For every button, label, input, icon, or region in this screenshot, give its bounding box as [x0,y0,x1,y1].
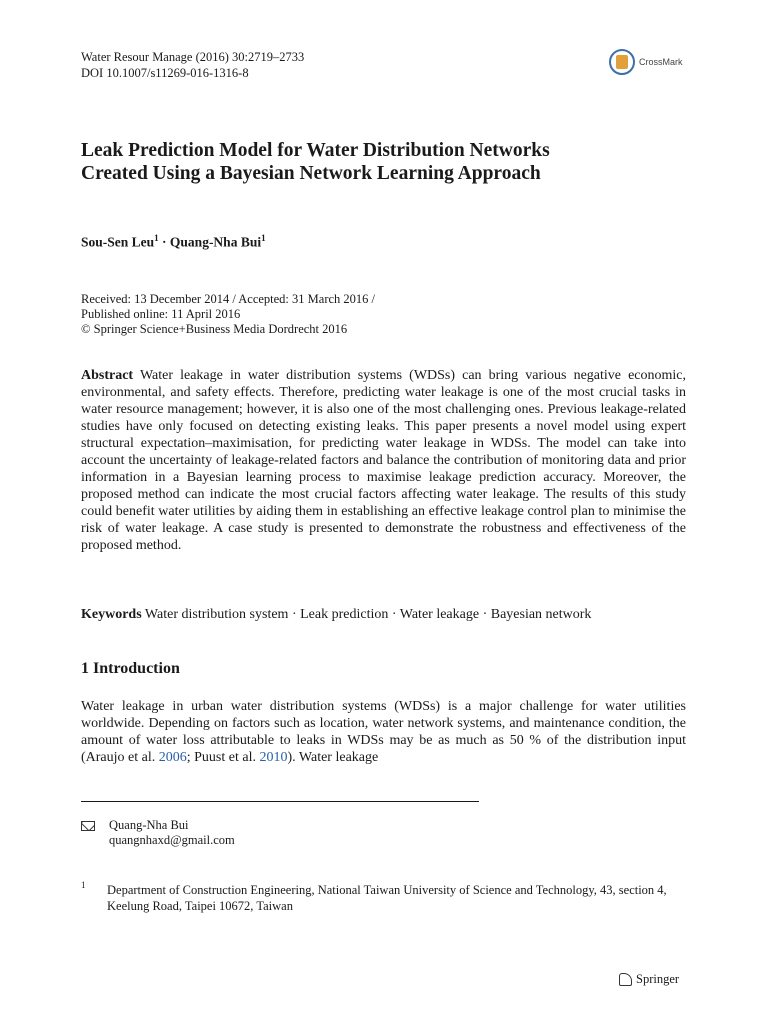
journal-header [81,49,304,81]
publisher-logo [619,972,679,987]
journal-citation: Water Resour Manage (2016) 30:2719–2733 [81,50,305,64]
envelope-icon [81,821,95,831]
springer-horse-icon [619,973,632,986]
author-separator: · [158,234,170,250]
abstract-label: Abstract [81,368,134,383]
email-link[interactable]: quangnhaxd@gmail.com [109,833,235,847]
corresponding-author: Quang-Nha Bui [109,818,189,832]
footnote-number: 1 [81,880,86,890]
abstract-text: Water leakage in water distribution systems (WDSs) can bring various negative economic, environmental, and safety effects. Therefore, predicting water leakage is one of the most crucial tasks in water resource management; however, it is also one of the most challenging ones. Previous leakage-related studies have only focused on detecting existing leaks. This paper presents a novel model using expert structural expectation–maximisation, for predicting water leakage in WDSs. The model can take into account the uncertainty of leakage-related factors and balance the contribution of monitoring data and prior information in a Bayesian learning process to maximise leakage prediction accuracy. Moreover, the proposed method can indicate the most crucial factors affecting water leakage. The results of this study could benefit water utilities by aiding them in establishing an effective leakage control plan to minimise the risk of water leakage. A case study is presented to demonstrate the robustness and effectiveness of the proposed method. [81,368,686,553]
keywords-text: Water distribution system · Leak prediction · Water leakage · Bayesian network [144,607,592,622]
author-list [81,233,266,251]
published-online: Published online: 11 April 2016 [81,307,241,321]
copyright: © Springer Science+Business Media Dordrecht 2016 [81,322,348,336]
keywords [81,607,686,623]
abstract [81,367,686,554]
paper-title: Leak Prediction Model for Water Distribution Networks Created Using a Bayesian Network Learning Approach [81,140,550,184]
crossmark-icon [609,49,635,75]
citation-link[interactable]: 2006 [158,750,187,765]
citation-link[interactable]: 2010 [259,750,288,765]
footnote-rule [81,801,479,802]
author-name[interactable]: Sou-Sen Leu [81,234,155,250]
author-name[interactable]: Quang-Nha Bui [169,234,262,250]
affiliation-footnote: Department of Construction Engineering, National Taiwan University of Science and Technology, 43, section 4, Keelung Road, Taipei 10672, Taiwan [107,883,667,913]
crossmark-label: CrossMark [639,57,683,67]
publisher-name: Springer [636,972,680,986]
affiliation-marker: 1 [261,233,266,243]
section-heading: 1 Introduction [81,660,180,677]
correspondence [81,818,235,848]
affiliation-marker: 1 [154,233,159,243]
publication-dates [81,292,375,337]
intro-text: ). Water leakage [287,750,379,765]
received-accepted: Received: 13 December 2014 / Accepted: 31 March 2016 / [81,292,376,306]
intro-paragraph [81,698,686,766]
keywords-label: Keywords [81,607,142,622]
crossmark-badge[interactable] [609,48,691,76]
intro-text: ; Puust et al. [186,750,260,765]
intro-text: Water leakage in urban water distribution systems (WDSs) is a major challenge for water utilities worldwide. Depending on factors such as location, water network systems, and maintenance condition, the amount of water loss attributable to leaks in WDSs may be as much as 50 % of the distribution input (Araujo et al. [81,699,686,765]
doi: DOI 10.1007/s11269-016-1316-8 [81,66,249,80]
